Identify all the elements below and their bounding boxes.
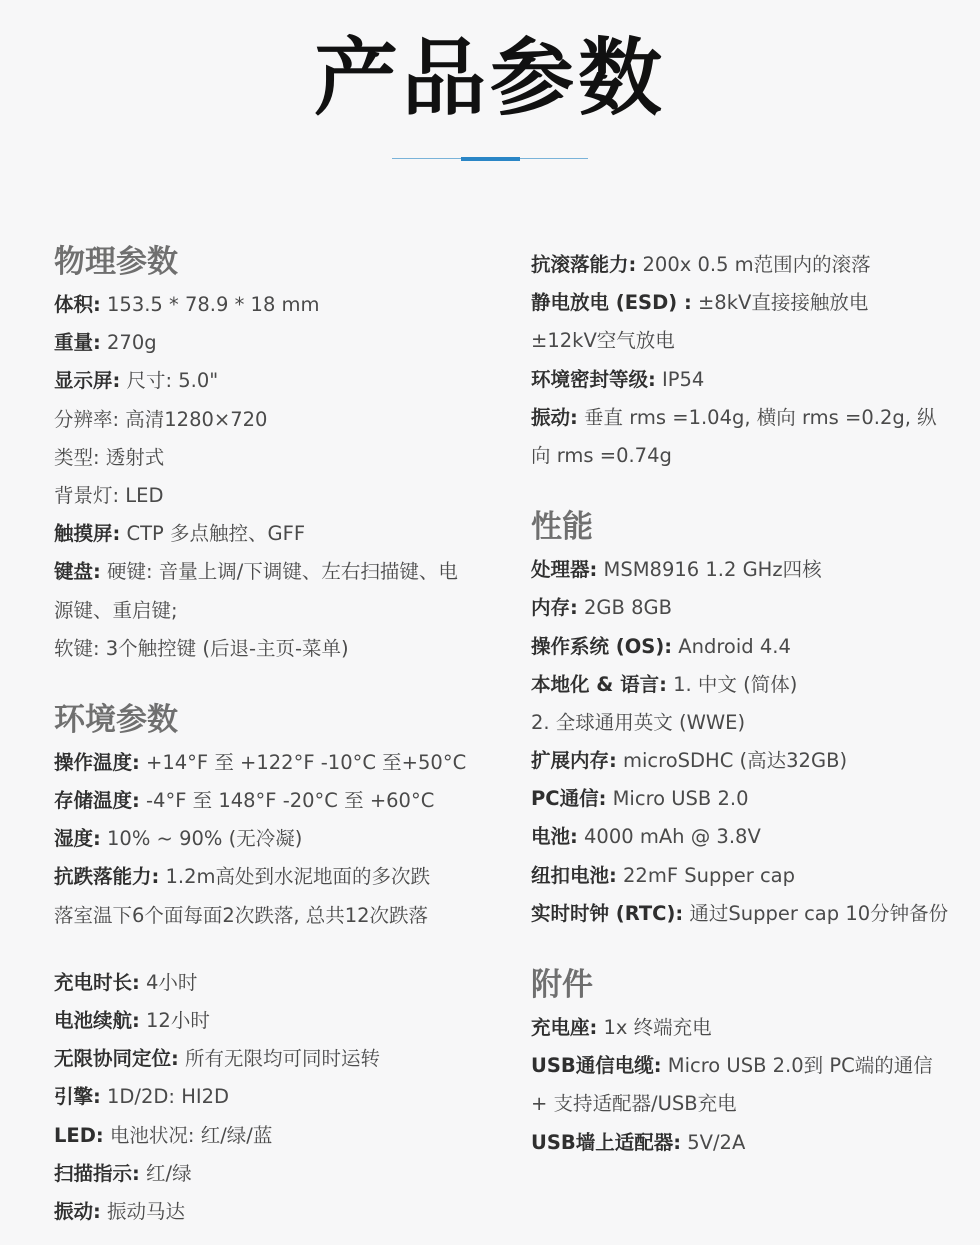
left-column <box>54 238 500 1231</box>
spec-line: ±12kV空气放电 <box>531 329 675 353</box>
spec-line: 实时时钟 (RTC): 通过Supper cap 10分钟备份 <box>531 901 949 925</box>
right-column <box>531 238 961 1162</box>
spec-line: 引擎: 1D/2D: HI2D <box>54 1085 230 1109</box>
spec-line: 无限协同定位: 所有无限均可同时运转 <box>54 1047 381 1071</box>
spec-line: 振动: 垂直 rms =1.04g, 横向 rms =0.2g, 纵 <box>531 405 937 429</box>
section-heading-physical: 物理参数 <box>54 244 178 280</box>
spec-line: LED: 电池状况: 红/绿/蓝 <box>54 1123 273 1147</box>
spec-line: 软键: 3个触控键 (后退-主页-菜单) <box>54 636 349 660</box>
spec-line: 2. 全球通用英文 (WWE) <box>531 710 746 734</box>
spec-line: 内存: 2GB 8GB <box>531 596 672 620</box>
spec-line: 键盘: 硬键: 音量上调/下调键、左右扫描键、电 <box>54 560 458 584</box>
spec-line: 分辨率: 高清1280×720 <box>54 407 268 431</box>
spec-line: 静电放电 (ESD) : ±8kV直接接触放电 <box>531 291 869 315</box>
spec-line: + 支持适配器/USB充电 <box>531 1092 737 1116</box>
spec-line: 背景灯: LED <box>54 483 164 507</box>
spec-line: 扩展内存: microSDHC (高达32GB) <box>531 749 848 773</box>
spec-line: 电池: 4000 mAh @ 3.8V <box>531 825 761 849</box>
spec-line: 显示屏: 尺寸: 5.0" <box>54 369 219 393</box>
spec-line: 操作温度: +14°F 至 +122°F -10°C 至+50°C <box>54 750 467 774</box>
section-heading-performance: 性能 <box>531 509 593 546</box>
title-divider-accent <box>461 157 520 161</box>
spec-line: 抗滚落能力: 200x 0.5 m范围内的滚落 <box>531 253 871 276</box>
spec-line: 充电时长: 4小时 <box>54 970 198 994</box>
spec-line: 类型: 透射式 <box>54 445 165 469</box>
spec-line: 向 rms =0.74g <box>531 443 672 467</box>
spec-line: USB通信电缆: Micro USB 2.0到 PC端的通信 <box>531 1054 933 1078</box>
spec-line: 电池续航: 12小时 <box>54 1009 210 1032</box>
spec-line: 源键、重启键; <box>54 598 178 622</box>
spec-line: 纽扣电池: 22mF Supper cap <box>531 863 795 887</box>
spec-line: 湿度: 10% ~ 90% (无冷凝) <box>54 827 303 851</box>
spec-line: 体积: 153.5 * 78.9 * 18 mm <box>54 293 320 316</box>
spec-line: PC通信: Micro USB 2.0 <box>531 787 749 811</box>
spec-line: 本地化 & 语言: 1. 中文 (简体) <box>531 672 798 696</box>
spec-line: 存储温度: -4°F 至 148°F -20°C 至 +60°C <box>54 789 435 813</box>
spec-line: 重量: 270g <box>54 331 157 355</box>
spec-line: 抗跌落能力: 1.2m高处到水泥地面的多次跌 <box>54 865 431 889</box>
spec-line: 操作系统 (OS): Android 4.4 <box>531 634 791 658</box>
spec-line: USB墙上适配器: 5V/2A <box>531 1130 746 1154</box>
section-heading-environment: 环境参数 <box>54 701 178 738</box>
spec-line: 处理器: MSM8916 1.2 GHz四核 <box>531 558 822 582</box>
spec-line: 环境密封等级: IP54 <box>531 367 705 391</box>
spec-line: 充电座: 1x 终端充电 <box>531 1016 712 1039</box>
spec-line: 振动: 振动马达 <box>54 1199 186 1223</box>
spec-line: 扫描指示: 红/绿 <box>54 1161 192 1185</box>
section-heading-accessories: 附件 <box>531 967 593 1003</box>
page-title: 产品参数 <box>313 29 666 127</box>
spec-line: 触摸屏: CTP 多点触控、GFF <box>54 522 306 546</box>
spec-line: 落室温下6个面每面2次跌落, 总共12次跌落 <box>54 903 429 927</box>
